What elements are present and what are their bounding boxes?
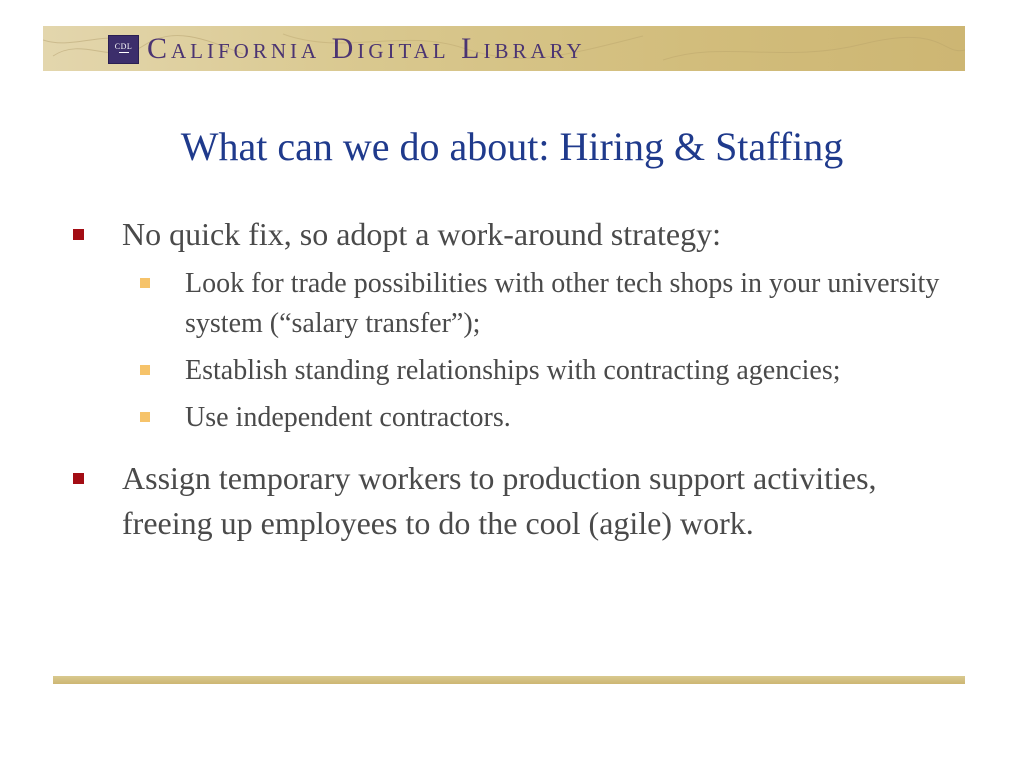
header-banner <box>43 26 965 71</box>
cdl-logo <box>108 35 139 64</box>
square-bullet-icon <box>73 473 84 484</box>
banner-title: California Digital Library <box>147 32 586 65</box>
bullet-text: No quick fix, so adopt a work-around strategy: <box>122 216 721 252</box>
square-sub-bullet-icon <box>140 412 150 422</box>
square-sub-bullet-icon <box>140 278 150 288</box>
bullet-text: Assign temporary workers to production support activities, freeing up employees to do the cool (agile) work. <box>122 460 877 541</box>
square-bullet-icon <box>73 229 84 240</box>
sub-bullet-item <box>60 398 940 438</box>
bullet-item <box>60 456 940 546</box>
sub-bullet-text: Establish standing relationships with contracting agencies; <box>185 355 841 386</box>
sub-bullet-text: Look for trade possibilities with other tech shops in your university system (“salary transfer”); <box>185 268 940 339</box>
sub-bullet-item <box>60 351 940 391</box>
slide-body <box>60 212 940 546</box>
footer-rule <box>53 676 965 684</box>
logo-text: CDL <box>114 42 133 51</box>
bullet-item <box>60 212 940 257</box>
sub-bullet-item <box>60 264 940 344</box>
slide-title: What can we do about: Hiring & Staffing <box>180 124 844 169</box>
logo-mark-icon <box>119 52 129 57</box>
square-sub-bullet-icon <box>140 365 150 375</box>
sub-bullet-text: Use independent contractors. <box>185 402 511 433</box>
